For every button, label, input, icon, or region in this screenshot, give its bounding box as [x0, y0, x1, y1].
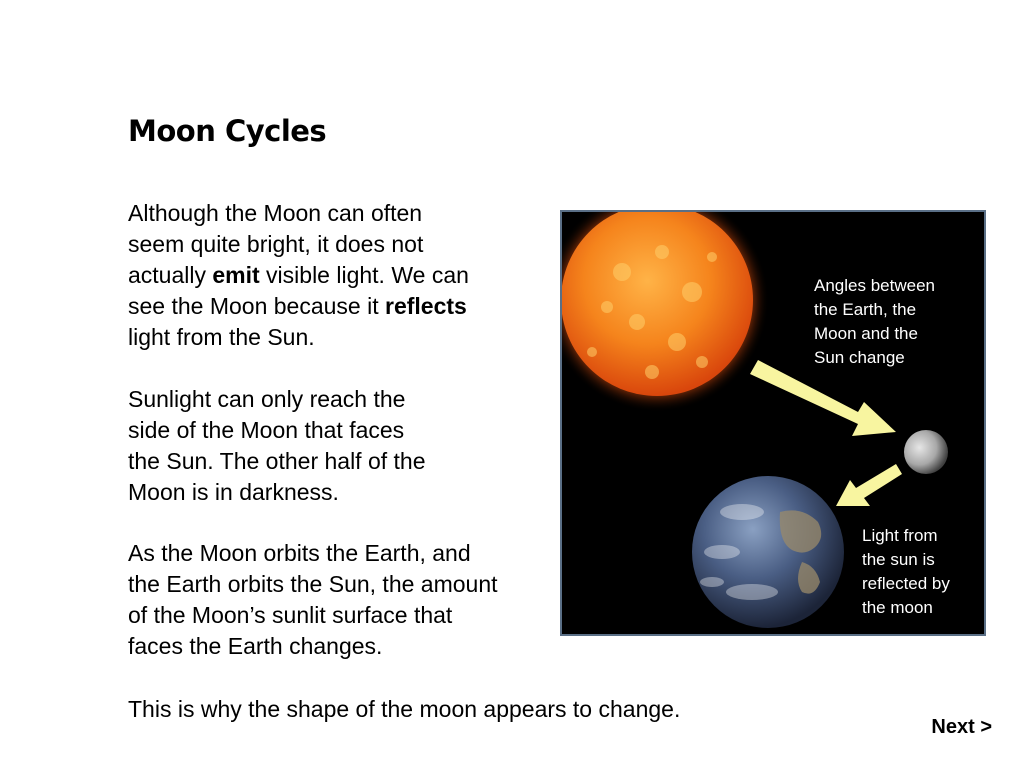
caption-line: Sun change: [814, 348, 905, 367]
paragraph-line: [128, 291, 469, 322]
paragraph-line: faces the Earth changes.: [128, 633, 383, 659]
caption-line: the moon: [862, 598, 933, 617]
paragraph-line: light from the Sun.: [128, 324, 315, 350]
paragraph-line: As the Moon orbits the Earth, and: [128, 540, 471, 566]
caption-angles: [814, 274, 979, 370]
page-title: Moon Cycles: [128, 114, 327, 148]
paragraph-line: seem quite bright, it does not: [128, 231, 424, 257]
caption-line: the sun is: [862, 550, 935, 569]
caption-line: the Earth, the: [814, 300, 917, 319]
sun-moon-earth-diagram: [560, 210, 986, 636]
paragraph-sunlight: [128, 384, 426, 508]
paragraph-conclusion: This is why the shape of the moon appears to change.: [128, 696, 681, 722]
paragraph-light-emission: [128, 198, 469, 353]
moon: [904, 430, 948, 474]
caption-line: Angles between: [814, 276, 935, 295]
paragraph-line: the Sun. The other half of the: [128, 448, 426, 474]
caption-reflected-light: [862, 524, 982, 620]
caption-line: Moon and the: [814, 324, 918, 343]
paragraph-line: the Earth orbits the Sun, the amount: [128, 571, 498, 597]
paragraph-line: of the Moon’s sunlit surface that: [128, 602, 453, 628]
paragraph-line: Although the Moon can often: [128, 200, 423, 226]
caption-line: reflected by: [862, 574, 950, 593]
emphasis-reflects: reflects: [385, 293, 467, 319]
text-run: actually: [128, 262, 213, 288]
paragraph-line: Sunlight can only reach the: [128, 386, 406, 412]
paragraph-line: side of the Moon that faces: [128, 417, 405, 443]
paragraph-line: [128, 260, 469, 291]
emphasis-emit: emit: [212, 262, 260, 288]
paragraph-line: Moon is in darkness.: [128, 479, 339, 505]
text-run: see the Moon because it: [128, 293, 385, 319]
caption-line: Light from: [862, 526, 938, 545]
next-button[interactable]: Next >: [931, 716, 992, 738]
paragraph-orbits: [128, 538, 498, 662]
text-run: visible light. We can: [259, 262, 469, 288]
